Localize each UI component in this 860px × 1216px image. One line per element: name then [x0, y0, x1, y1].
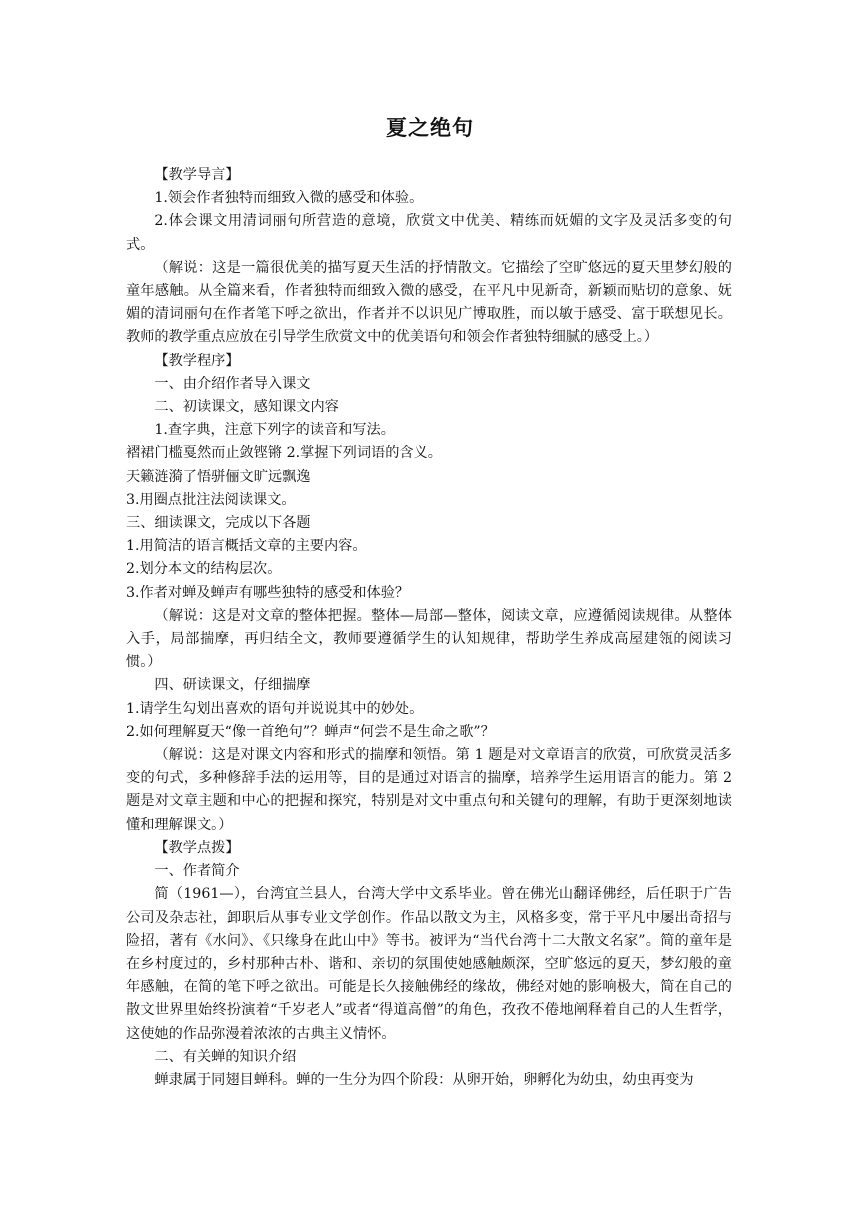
subsection-author-intro: 一、作者简介: [154, 863, 240, 880]
section-heading-teaching-procedure: 【教学程序】: [154, 352, 240, 369]
task-item: 3.用圈点批注法阅读课文。: [126, 491, 296, 508]
task-item: 2.如何理解夏天“像一首绝句”？蝉声“何尝不是生命之歌”？: [126, 723, 495, 740]
procedure-step-4: 四、研读课文，仔细揣摩: [154, 677, 311, 694]
vocabulary-line-1: 褶裙门槛戛然而止敛铿锵 2.掌握下列词语的含义。: [126, 445, 442, 462]
author-bio-paragraph: 简（1961—），台湾宜兰县人，台湾大学中文系毕业。曾在佛光山翻译佛经，后任职于广告公司及杂志社，卸职后从事专业文学创作。作品以散文为主，风格多变，常于平凡中屡出奇招与险招，著有《水问》、《只缘身在此山中》等书。被评为“当代台湾十二大散文名家”。简的童年是在乡村度过的，乡村那种古朴、谐和、亲切的氛围使她感触颇深，空旷悠远的夏天，梦幻般的童年感触，在简的笔下呼之欲出。可能是长久接触佛经的缘故，佛经对她的影响极大，简在自己的散文世界里始终扮演着“千岁老人”或者“得道高僧”的角色，孜孜不倦地阐释着自己的人生哲学，这使她的作品弥漫着浓浓的古典主义情怀。: [126, 886, 732, 1042]
goal-item-2: 2.体会课文用清词丽句所营造的意境，欣赏文中优美、精练而妩媚的文字及灵活多变的句式。: [126, 213, 732, 253]
commentary-paragraph-3: （解说：这是对课文内容和形式的揣摩和领悟。第 1 题是对文章语言的欣赏，可欣赏灵活多变的句式，多种修辞手法的运用等，目的是通过对语言的揣摩，培养学生运用语言的能力。第 2 题是对文章主题和中心的把握和探究，特别是对文中重点句和关键句的理解，有助于更深刻地读懂和理解课文。）: [126, 747, 732, 833]
goal-item-1: 1.领会作者独特而细致入微的感受和体验。: [154, 190, 424, 207]
task-item: 1.查字典，注意下列字的读音和写法。: [154, 422, 395, 439]
subsection-cicada-knowledge: 二、有关蝉的知识介绍: [154, 1048, 297, 1065]
procedure-step-1: 一、由介绍作者导入课文: [154, 375, 311, 392]
procedure-step-3: 三、细读课文，完成以下各题: [126, 515, 311, 532]
task-item: 1.请学生勾划出喜欢的语句并说说其中的妙处。: [126, 700, 424, 717]
page-title: 夏之绝句: [386, 116, 474, 140]
section-heading-teaching-guidance: 【教学点拨】: [154, 839, 240, 856]
procedure-step-2: 二、初读课文，感知课文内容: [154, 399, 339, 416]
task-item: 2.划分本文的结构层次。: [126, 561, 282, 578]
commentary-paragraph-2: （解说：这是对文章的整体把握。整体—局部—整体，阅读文章，应遵循阅读规律。从整体入手，局部揣摩，再归结全文，教师要遵循学生的认知规律，帮助学生养成高屋建瓴的阅读习惯。）: [126, 607, 732, 671]
commentary-paragraph-1: （解说：这是一篇很优美的描写夏天生活的抒情散文。它描绘了空旷悠远的夏天里梦幻般的童年感触。从全篇来看，作者独特而细致入微的感受，在平凡中见新奇，新颖而贴切的意象、妩媚的清词丽句在作者笔下呼之欲出，作者并不以识见广博取胜，而以敏于感受、富于联想见长。教师的教学重点应放在引导学生欣赏文中的优美语句和领会作者独特细腻的感受上。）: [126, 259, 732, 346]
task-item: 3.作者对蝉及蝉声有哪些独特的感受和体验？: [126, 584, 410, 601]
vocabulary-line-2: 天籁涟漪了悟骈俪文旷远飘逸: [126, 468, 311, 485]
document-body: [126, 164, 732, 1092]
task-item: 1.用简洁的语言概括文章的主要内容。: [126, 538, 367, 555]
section-heading-teaching-intro: 【教学导言】: [154, 167, 240, 183]
cicada-paragraph: 蝉隶属于同翅目蝉科。蝉的一生分为四个阶段：从卵开始，卵孵化为幼虫，幼虫再变为: [154, 1071, 694, 1088]
